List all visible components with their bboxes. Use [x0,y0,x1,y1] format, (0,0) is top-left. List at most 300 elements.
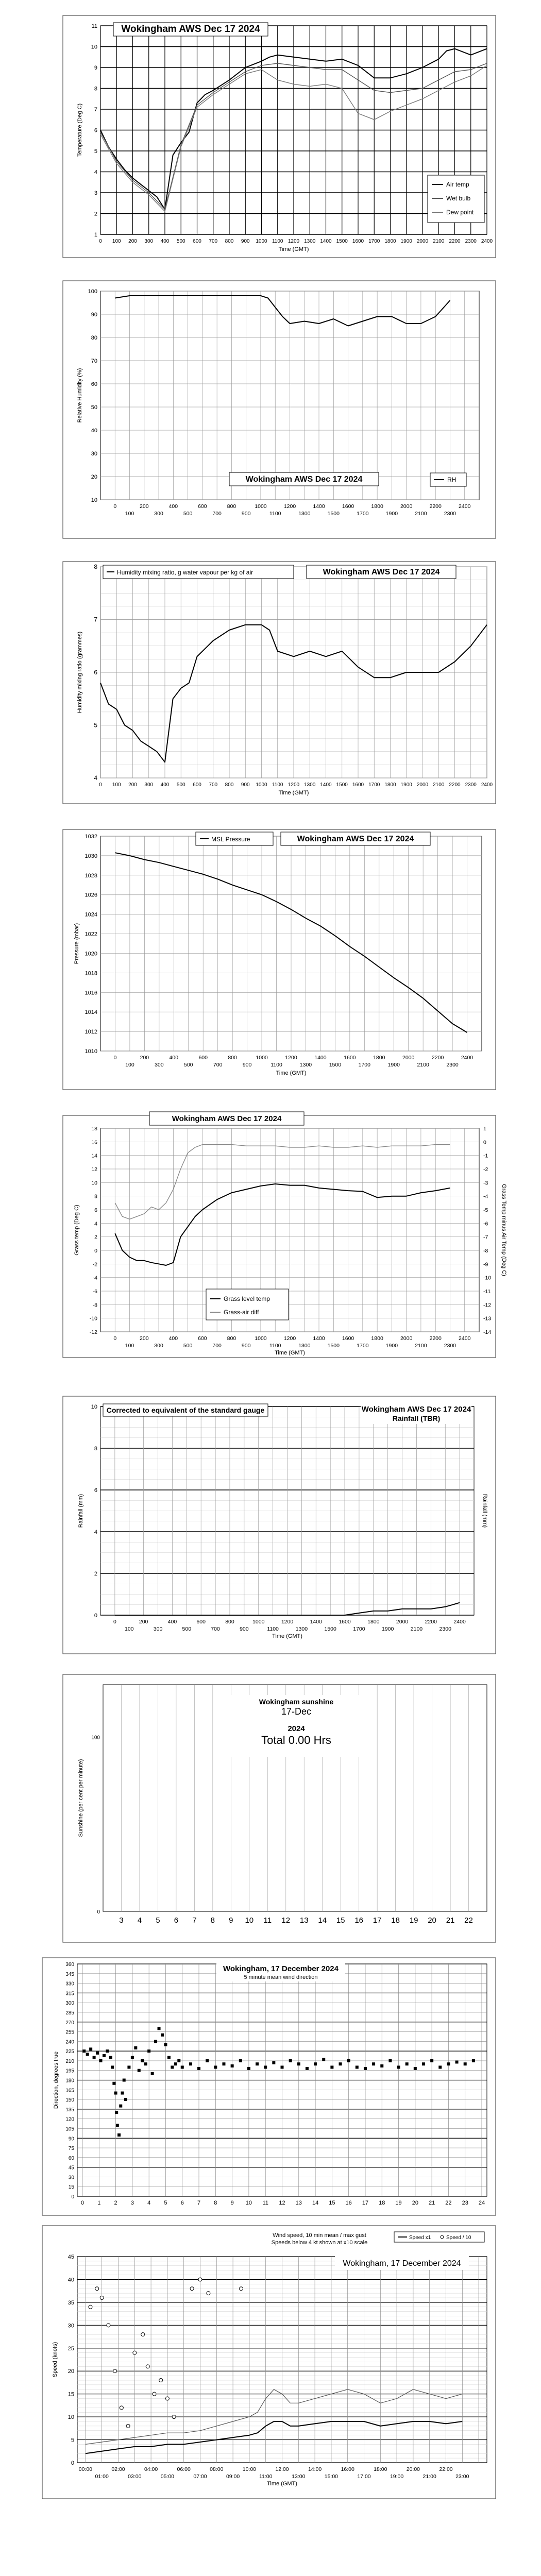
x-axis-label: Time (GMT) [267,2481,297,2487]
x-tick-label: 1500 [324,1626,336,1632]
x-tick-label: 2000 [400,503,413,510]
y-tick-label: 225 [65,2049,74,2055]
x-tick-label: 700 [212,1343,222,1349]
x-tick-label: 15 [336,1916,345,1925]
scatter-point [422,2062,425,2065]
y-tick-label: 1018 [84,970,97,977]
scatter-point [464,2062,467,2065]
y-tick-label: 240 [65,2039,74,2045]
x-tick-label: 100 [112,782,121,788]
x-tick-label: 1900 [387,1062,400,1068]
chart-title: Wokingham AWS Dec 17 2024 [172,1114,282,1123]
grass-temp-panel [0,1108,541,1388]
y-tick-label: 90 [91,312,97,318]
y-axis-label: Relative Humidity (%) [77,368,83,423]
x-axis-label: Time (GMT) [276,1070,307,1076]
y-tick-label: 15 [67,2391,74,2398]
chart-subtitle-2: Speeds below 4 kt shown at x10 scale [271,2240,368,2246]
y-axis-label: Rainfall (mm) [78,1494,84,1528]
x-axis-label: Time (GMT) [278,246,309,252]
y-tick-label: 35 [67,2299,74,2306]
x-tick-label: 1100 [269,1343,281,1349]
scatter-point [124,2098,127,2101]
scatter-point [158,2027,161,2030]
y-tick-label: 4 [94,1221,97,1227]
x-tick-label: 1400 [313,1335,325,1342]
y-tick-label: 30 [68,2175,74,2181]
x-tick-label: 200 [139,1619,148,1625]
scaled-point [190,2287,194,2291]
x-tick-label: 1 [97,2200,101,2206]
y-tick-label: 45 [68,2165,74,2171]
x-tick-label: 200 [140,1055,149,1061]
y-tick-label: 30 [91,451,97,457]
x-tick-label: 500 [183,1343,193,1349]
x-tick-label: 15:00 [324,2473,339,2480]
x-tick-label: 13:00 [292,2473,306,2480]
scatter-point [347,2059,350,2062]
x-tick-label: 2400 [461,1055,474,1061]
scatter-point [114,2092,117,2095]
chart-note: Corrected to equivalent of the standard gauge [106,1406,265,1414]
scatter-point [109,2056,112,2059]
x-tick-label: 200 [140,1335,149,1342]
x-tick-label: 600 [193,782,201,788]
x-tick-label: 1800 [373,1055,385,1061]
x-tick-label: 1500 [329,1062,342,1068]
x-tick-label: 16:00 [341,2466,354,2472]
x-tick-label: 800 [227,503,236,510]
x-tick-label: 2200 [429,503,442,510]
grass-temp-chart [0,1108,541,1388]
y-tick-label: 360 [65,1962,74,1968]
x-tick-label: 1100 [272,239,283,244]
x-tick-label: 11 [262,2200,268,2206]
y-tick-label: 11 [91,23,97,29]
x-tick-label: 700 [213,1062,223,1068]
pressure-panel [0,822,541,1108]
y-tick-label-right: -3 [483,1180,488,1187]
x-axis-label: Time (GMT) [272,1633,302,1639]
y-tick-label: 315 [65,1991,74,1997]
x-tick-label: 21 [446,1916,455,1925]
scatter-point [117,2133,121,2137]
y-axis-label: Grass temp (Deg C) [74,1205,80,1256]
x-tick-label: 13 [295,2200,302,2206]
wind-direction-chart [0,1953,541,2221]
x-tick-label: 1800 [371,503,383,510]
pressure-chart [0,822,541,1108]
x-tick-label: 2300 [444,511,457,517]
x-tick-label: 1300 [299,1062,312,1068]
y-tick-label: -2 [92,1261,97,1268]
y-tick-label-right: -14 [483,1329,492,1335]
scaled-point [120,2406,123,2410]
x-tick-label: 14 [312,2200,319,2206]
scatter-point [438,2065,442,2069]
y-tick-label: 300 [65,2001,74,2007]
x-tick-label: 1000 [252,1619,265,1625]
y-tick-label: 330 [65,1981,74,1987]
x-tick-label: 900 [242,1062,252,1068]
x-tick-label: 300 [153,1626,163,1632]
x-tick-label: 09:00 [226,2473,240,2480]
x-tick-label: 400 [168,503,178,510]
y-tick-label: -4 [92,1275,97,1281]
scaled-point [95,2287,99,2291]
y-tick-label: 14 [91,1153,97,1159]
chart-title: Wokingham AWS Dec 17 2024 [297,835,414,843]
scaled-point [146,2365,149,2368]
scatter-point [116,2124,119,2127]
y-tick-label: 20 [67,2368,74,2375]
scaled-point [141,2333,145,2336]
x-tick-label: 22 [445,2200,452,2206]
x-tick-label: 400 [167,1619,177,1625]
x-tick-label: 0 [99,239,102,244]
x-tick-label: 0 [80,2200,84,2206]
scatter-point [231,2064,234,2067]
x-tick-label: 18 [391,1916,400,1925]
y-tick-label: 345 [65,1971,74,1977]
legend-label: Grass level temp [224,1295,270,1302]
y-tick-label-right: -5 [483,1207,488,1213]
wind-speed-panel [0,2221,541,2509]
x-tick-label: 0 [113,1619,116,1625]
x-tick-label: 1800 [367,1619,380,1625]
scatter-point [239,2059,242,2062]
x-tick-label: 1600 [352,239,364,244]
legend-label: Humidity mixing ratio, g water vapour per kg of air [117,569,253,576]
x-tick-label: 2100 [410,1626,423,1632]
x-tick-label: 1600 [352,782,364,788]
legend-label: RH [447,476,457,483]
x-tick-label: 1000 [255,503,267,510]
x-tick-label: 900 [241,239,250,244]
scaled-point [100,2296,104,2300]
x-tick-label: 1400 [310,1619,322,1625]
y-tick-label: 10 [91,1180,97,1187]
scaled-point [159,2379,163,2382]
x-tick-label: 1800 [371,1335,383,1342]
y-tick-label-right: 0 [483,1139,486,1146]
y-tick-label: 3 [94,190,97,196]
y-tick-label: 270 [65,2020,74,2026]
scatter-point [151,2072,154,2075]
legend-label: Wet bulb [446,195,471,202]
x-tick-label: 22:00 [439,2466,453,2472]
scatter-point [164,2043,167,2046]
x-axis-label: Time (GMT) [278,790,309,796]
scatter-point [272,2061,275,2064]
scatter-point [177,2059,180,2062]
x-tick-label: 1500 [327,511,340,517]
y-tick-label: 1032 [84,834,97,840]
y-tick-label: 1012 [84,1029,97,1036]
x-tick-label: 1100 [267,1626,279,1632]
scatter-point [397,2065,400,2069]
x-tick-label: 1300 [298,1343,311,1349]
scatter-point [214,2065,217,2069]
scatter-point [356,2065,359,2069]
x-tick-label: 2400 [481,239,493,244]
scatter-point [388,2059,392,2062]
y-tick-label: 285 [65,2010,74,2016]
y-tick-label: 1014 [84,1009,97,1016]
y-tick-label: 1026 [84,892,97,899]
x-tick-label: 0 [113,503,117,510]
y-tick-label-right: -1 [483,1153,488,1159]
y-tick-label: 4 [94,169,97,176]
y-tick-label: 150 [65,2097,74,2104]
humidity-chart [0,270,541,554]
scatter-point [322,2058,325,2061]
scatter-point [167,2056,171,2059]
x-tick-label: 1700 [368,782,380,788]
y-tick-label: 195 [65,2068,74,2074]
y-tick-label-right: -11 [483,1289,491,1295]
scatter-point [134,2046,137,2049]
x-tick-label: 1400 [320,239,332,244]
scatter-point [96,2052,99,2055]
x-tick-label: 1200 [283,503,296,510]
y-tick-label: 1028 [84,872,97,879]
x-tick-label: 5 [164,2200,167,2206]
scatter-point [206,2059,209,2062]
y-tick-label: 4 [94,1529,97,1535]
x-tick-label: 8 [210,1916,215,1925]
x-tick-label: 200 [140,503,149,510]
chart-subtitle: 5 minute mean wind direction [244,1974,318,1980]
y-tick-label: 0 [97,1909,100,1915]
x-tick-label: 100 [125,1343,134,1349]
x-tick-label: 5 [156,1916,160,1925]
x-tick-label: 2100 [433,239,445,244]
scaled-point [113,2369,117,2373]
scaled-point [207,2292,210,2295]
wind-speed-chart [0,2221,541,2509]
scatter-point [455,2060,459,2063]
x-tick-label: 1900 [400,239,412,244]
x-tick-label: 1000 [256,1055,268,1061]
x-tick-label: 0 [99,782,102,788]
x-tick-label: 8 [214,2200,217,2206]
scatter-point [380,2064,383,2067]
x-tick-label: 600 [198,503,207,510]
scatter-point [297,2062,300,2065]
rainfall-panel [0,1388,541,1664]
legend-label: Grass-air diff [224,1309,259,1316]
y-tick-label: -10 [89,1315,97,1322]
x-tick-label: 2100 [415,1343,427,1349]
x-tick-label: 1600 [342,1335,354,1342]
scatter-point [364,2067,367,2070]
scatter-point [86,2053,89,2056]
y-axis-label-right: Rainfall (mm) [482,1494,488,1528]
y-tick-label: 4 [94,774,97,782]
x-tick-label: 800 [228,1055,237,1061]
scatter-point [281,2065,284,2069]
x-tick-label: 400 [169,1055,179,1061]
y-tick-label: 7 [94,107,97,113]
x-tick-label: 200 [128,782,137,788]
x-tick-label: 2000 [402,1055,415,1061]
x-tick-label: 400 [168,1335,178,1342]
x-tick-label: 100 [125,511,134,517]
scatter-point [138,2069,141,2072]
x-tick-label: 08:00 [210,2466,224,2472]
x-tick-label: 12 [279,2200,285,2206]
scatter-point [189,2062,192,2065]
y-tick-label: 5 [94,721,97,729]
y-tick-label: 1030 [84,853,97,859]
scatter-point [372,2062,375,2065]
y-axis-label: Humidity mixing ratio (grammes) [77,631,83,714]
scatter-point [106,2049,109,2053]
y-tick-label: 18 [91,1126,97,1132]
y-axis-label: Direction, degrees true [53,2051,59,2109]
x-tick-label: 2000 [416,782,429,788]
y-axis-label: Sunshine (per cent per minute) [78,1759,84,1837]
x-tick-label: 300 [155,1062,164,1068]
legend-label: MSL Pressure [211,836,250,843]
x-tick-label: 10:00 [242,2466,257,2472]
x-tick-label: 6 [180,2200,184,2206]
x-tick-label: 1300 [304,239,316,244]
x-tick-label: 1300 [304,782,316,788]
x-tick-label: 04:00 [144,2466,158,2472]
x-tick-label: 800 [225,782,234,788]
x-tick-label: 12 [281,1916,291,1925]
x-tick-label: 1400 [320,782,332,788]
x-tick-label: 1200 [283,1335,296,1342]
x-tick-label: 3 [130,2200,134,2206]
humidity-panel [0,270,541,554]
x-tick-label: 19:00 [390,2473,404,2480]
x-tick-label: 1300 [298,511,311,517]
x-tick-label: 14 [318,1916,327,1925]
x-tick-label: 3 [119,1916,124,1925]
y-tick-label: 5 [94,148,97,155]
y-tick-label: 0 [71,2194,74,2200]
x-tick-label: 1800 [384,782,396,788]
scaled-point [107,2324,110,2327]
chart-title: Wokingham AWS Dec 17 2024 [121,24,260,35]
x-tick-label: 700 [211,1626,220,1632]
y-tick-label: 9 [94,65,97,71]
x-tick-label: 9 [230,2200,234,2206]
x-tick-label: 1200 [288,239,300,244]
scatter-point [141,2059,144,2062]
scatter-point [103,2054,106,2057]
sunshine-chart [0,1664,541,1953]
y-tick-label: 165 [65,2088,74,2094]
y-axis-label: Pressure (mbar) [74,923,80,964]
scatter-point [430,2059,433,2062]
x-tick-label: 800 [225,239,234,244]
y-tick-label: 100 [88,289,97,295]
chart-title: Wokingham, 17 December 2024 [343,2259,461,2268]
x-tick-label: 20:00 [406,2466,420,2472]
x-tick-label: 12:00 [275,2466,289,2472]
x-tick-label: 1600 [339,1619,351,1625]
chart-title: Wokingham AWS Dec 17 2024 [361,1405,471,1414]
x-tick-label: 700 [212,511,222,517]
y-tick-label: 75 [68,2146,74,2152]
scatter-point [306,2067,309,2070]
x-tick-label: 17:00 [357,2473,371,2480]
x-tick-label: 1200 [288,782,300,788]
x-tick-label: 700 [209,782,218,788]
x-tick-label: 1700 [358,1062,370,1068]
scatter-point [82,2049,86,2053]
x-tick-label: 18:00 [374,2466,387,2472]
y-tick-label: 10 [91,497,97,503]
scatter-point [154,2040,157,2043]
y-tick-label: 70 [91,358,97,364]
x-tick-label: 06:00 [177,2466,191,2472]
scatter-point [147,2049,150,2053]
scaled-point [126,2424,130,2428]
y-tick-label-right: -12 [483,1302,492,1309]
x-tick-label: 1400 [313,503,325,510]
x-axis-label: Time (GMT) [275,1350,305,1356]
scatter-point [171,2065,174,2069]
x-tick-label: 21 [429,2200,435,2206]
legend-swatch [441,2235,444,2239]
y-tick-label: 50 [91,404,97,411]
x-tick-label: 300 [154,1343,163,1349]
scatter-point [144,2062,147,2065]
x-tick-label: 900 [241,1343,251,1349]
chart-title: Wokingham sunshine [259,1698,334,1706]
x-tick-label: 500 [176,239,185,244]
y-tick-label: 60 [91,381,97,387]
scaled-point [133,2351,137,2354]
y-tick-label-right: 1 [483,1126,486,1132]
y-tick-label: 8 [94,86,97,92]
x-tick-label: 400 [160,239,170,244]
scatter-point [111,2065,114,2069]
scaled-point [240,2287,243,2291]
y-tick-label: 6 [94,1487,97,1494]
x-tick-label: 1500 [327,1343,340,1349]
scatter-point [161,2033,164,2037]
chart-subtitle: Rainfall (TBR) [392,1414,441,1422]
y-tick-label: 1016 [84,990,97,996]
x-tick-label: 900 [240,1626,249,1632]
x-tick-label: 2200 [431,1055,444,1061]
x-tick-label: 0 [113,1055,117,1061]
y-axis-label-right: Grass Temp minus Air Temp (Deg C) [501,1184,507,1276]
scatter-point [123,2079,126,2082]
x-tick-label: 1900 [400,782,412,788]
y-tick-label-right: -4 [483,1193,488,1200]
x-tick-label: 900 [241,511,251,517]
y-tick-label: 1010 [84,1048,97,1055]
scatter-point [89,2047,92,2050]
x-tick-label: 500 [182,1626,192,1632]
rainfall-chart [0,1388,541,1664]
x-tick-label: 500 [176,782,185,788]
scatter-point [472,2059,475,2062]
x-tick-label: 17 [373,1916,382,1925]
x-tick-label: 20 [412,2200,418,2206]
y-tick-label: 2 [94,1571,97,1577]
x-tick-label: 11:00 [259,2473,273,2480]
y-tick-label: 135 [65,2107,74,2113]
y-tick-label: 7 [94,616,97,623]
